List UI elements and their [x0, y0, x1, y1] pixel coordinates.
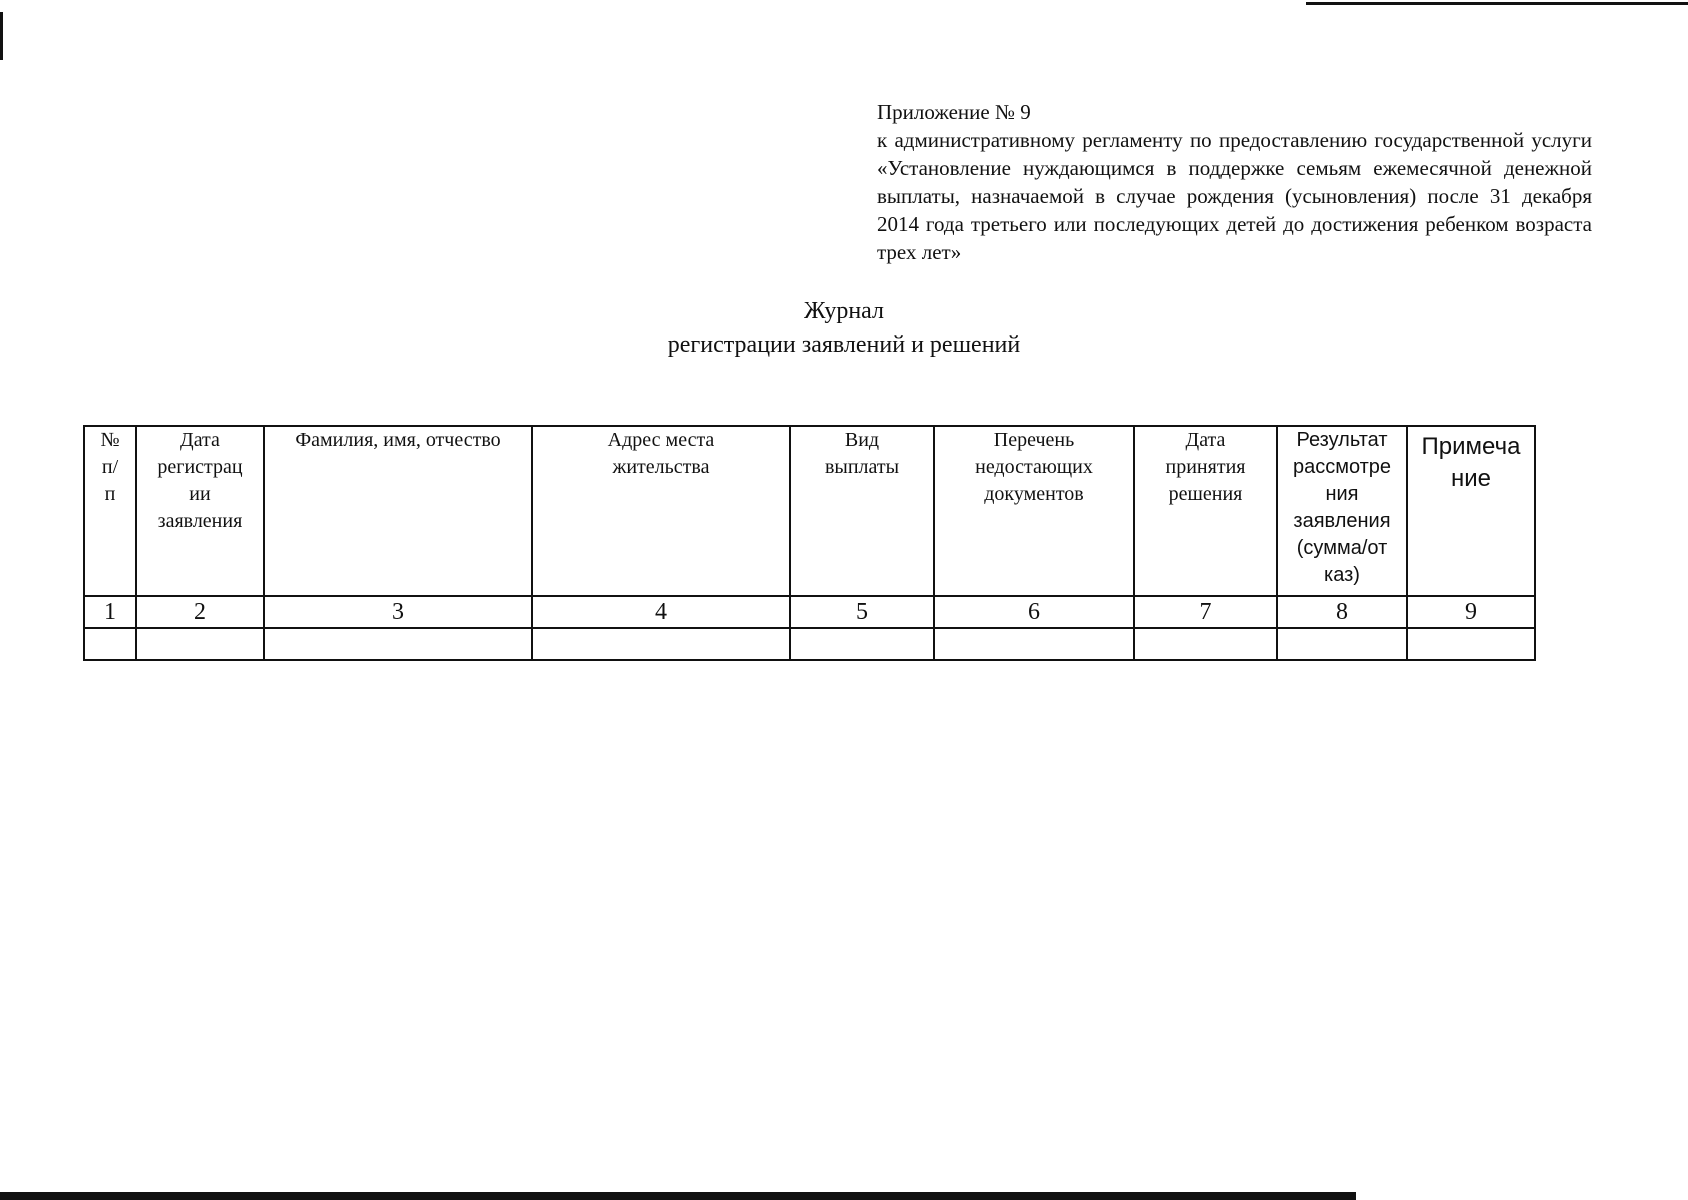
column-number-cell: 1 — [84, 596, 136, 628]
document-subtitle: регистрации заявлений и решений — [667, 332, 1021, 358]
header-cell-result: Результат рассмотре ния заявления (сумма/от каз) — [1277, 426, 1407, 596]
empty-cell — [136, 628, 264, 660]
column-number-cell: 6 — [934, 596, 1134, 628]
column-number-cell: 3 — [264, 596, 532, 628]
table-column-numbers-row — [84, 596, 1535, 628]
column-number-cell: 9 — [1407, 596, 1535, 628]
empty-cell — [264, 628, 532, 660]
header-cell-payment-type: Вид выплаты — [790, 426, 934, 596]
header-cell-address: Адрес места жительства — [532, 426, 790, 596]
empty-cell — [1277, 628, 1407, 660]
document-title: Журнал — [803, 298, 884, 324]
scan-mark-left — [0, 12, 3, 60]
column-number-cell: 4 — [532, 596, 790, 628]
column-number-cell: 8 — [1277, 596, 1407, 628]
empty-cell — [532, 628, 790, 660]
header-cell-decision-date: Дата принятия решения — [1134, 426, 1277, 596]
header-cell-number: № п/ п — [84, 426, 136, 596]
header-cell-registration-date: Дата регистрац ии заявления — [136, 426, 264, 596]
empty-cell — [790, 628, 934, 660]
appendix-text: к административному регламенту по предоставлению государственной услуги «Установление нуждающимся в поддержке семьям ежемесячной денежной выплаты, назначаемой в случае рождения (усыновления) после 31 декабря 2014 года третьего или последующих детей до достижения ребенком возраста трех лет» — [877, 128, 1592, 264]
table-row-empty — [84, 628, 1535, 660]
column-number-cell: 5 — [790, 596, 934, 628]
journal-table — [83, 425, 1536, 661]
empty-cell — [1134, 628, 1277, 660]
appendix-block — [877, 98, 1592, 266]
appendix-number: Приложение № 9 — [877, 100, 1031, 124]
empty-cell — [934, 628, 1134, 660]
empty-cell — [1407, 628, 1535, 660]
scan-line-top — [1306, 2, 1688, 5]
column-number-cell: 2 — [136, 596, 264, 628]
header-cell-note: Примеча ние — [1407, 426, 1535, 596]
table-header-row — [84, 426, 1535, 596]
header-cell-missing-documents: Перечень недостающих документов — [934, 426, 1134, 596]
column-number-cell: 7 — [1134, 596, 1277, 628]
header-cell-full-name: Фамилия, имя, отчество — [264, 426, 532, 596]
empty-cell — [84, 628, 136, 660]
scan-bar-bottom — [0, 1192, 1356, 1200]
